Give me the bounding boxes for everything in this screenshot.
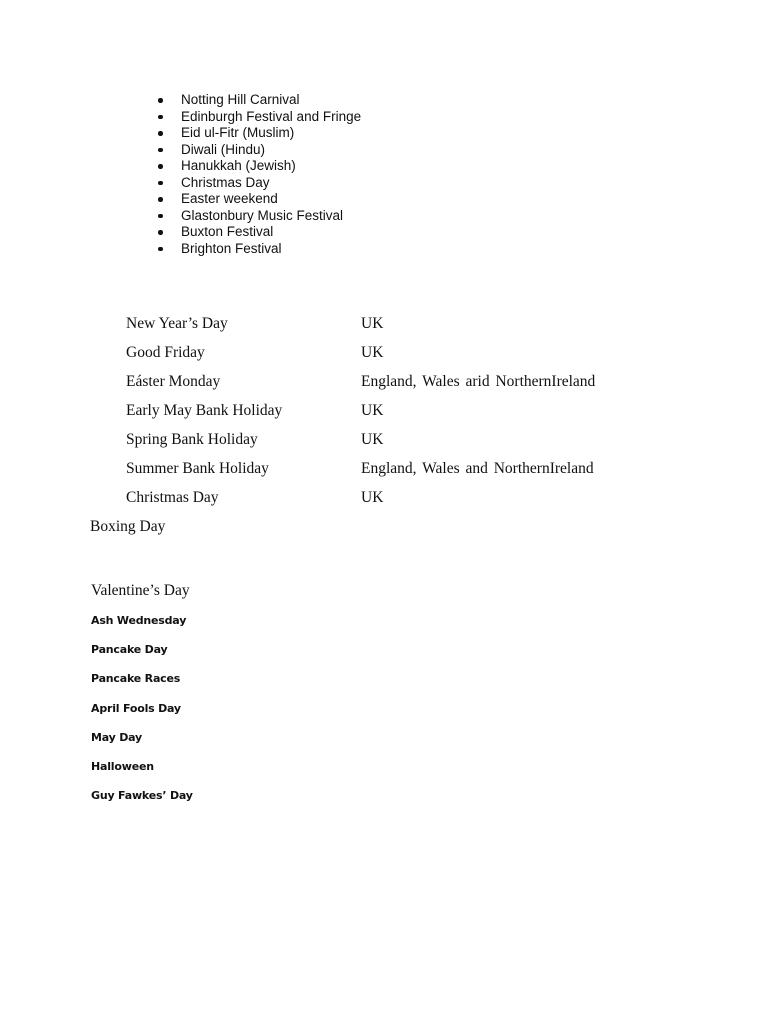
list-item: Ash Wednesday xyxy=(91,614,187,627)
bank-holiday-table xyxy=(126,313,595,516)
list-item: Halloween xyxy=(91,759,154,773)
table-row xyxy=(126,342,595,371)
list-item: Eid ul-Fitr (Muslim) xyxy=(156,125,361,142)
table-row xyxy=(126,429,595,458)
table-row xyxy=(126,400,595,429)
holiday-region: England, Wales and NorthernIreland xyxy=(361,460,594,477)
list-item: Buxton Festival xyxy=(156,224,361,241)
table-row xyxy=(126,313,595,342)
list-item: Easter weekend xyxy=(156,191,361,208)
list-item: Brighton Festival xyxy=(156,241,361,258)
valentines-day-text: Valentine’s Day xyxy=(91,582,190,599)
holiday-name: Eáster Monday xyxy=(126,373,221,390)
table-row xyxy=(126,458,595,487)
boxing-day-text: Boxing Day xyxy=(90,518,166,535)
holiday-name: New Year’s Day xyxy=(126,315,228,332)
holiday-region: UK xyxy=(361,489,384,506)
holiday-name: Summer Bank Holiday xyxy=(126,460,269,477)
holiday-name: Christmas Day xyxy=(126,489,219,506)
holiday-region: UK xyxy=(361,402,384,419)
list-item: April Fools Day xyxy=(91,701,181,715)
list-item: May Day xyxy=(91,730,143,744)
list-item: Guy Fawkes’ Day xyxy=(91,789,193,803)
holiday-region: UK xyxy=(361,344,384,361)
holiday-region: UK xyxy=(361,315,384,332)
list-item: Christmas Day xyxy=(156,175,361,192)
table-row xyxy=(126,371,595,400)
list-item: Pancake Races xyxy=(91,672,181,686)
list-item: Edinburgh Festival and Fringe xyxy=(156,109,361,126)
holiday-region: UK xyxy=(361,431,384,448)
holiday-name: Good Friday xyxy=(126,344,205,361)
table-row xyxy=(126,487,595,516)
list-item: Glastonbury Music Festival xyxy=(156,208,361,225)
list-item: Pancake Day xyxy=(91,643,168,657)
list-item: Diwali (Hindu) xyxy=(156,142,361,159)
holiday-name: Spring Bank Holiday xyxy=(126,431,258,448)
other-days-list xyxy=(91,612,193,816)
holiday-name: Early May Bank Holiday xyxy=(126,402,283,419)
festival-list xyxy=(156,92,361,257)
holiday-region: England, Wales arid NorthernIreland xyxy=(361,373,596,390)
list-item: Notting Hill Carnival xyxy=(156,92,361,109)
list-item: Hanukkah (Jewish) xyxy=(156,158,361,175)
